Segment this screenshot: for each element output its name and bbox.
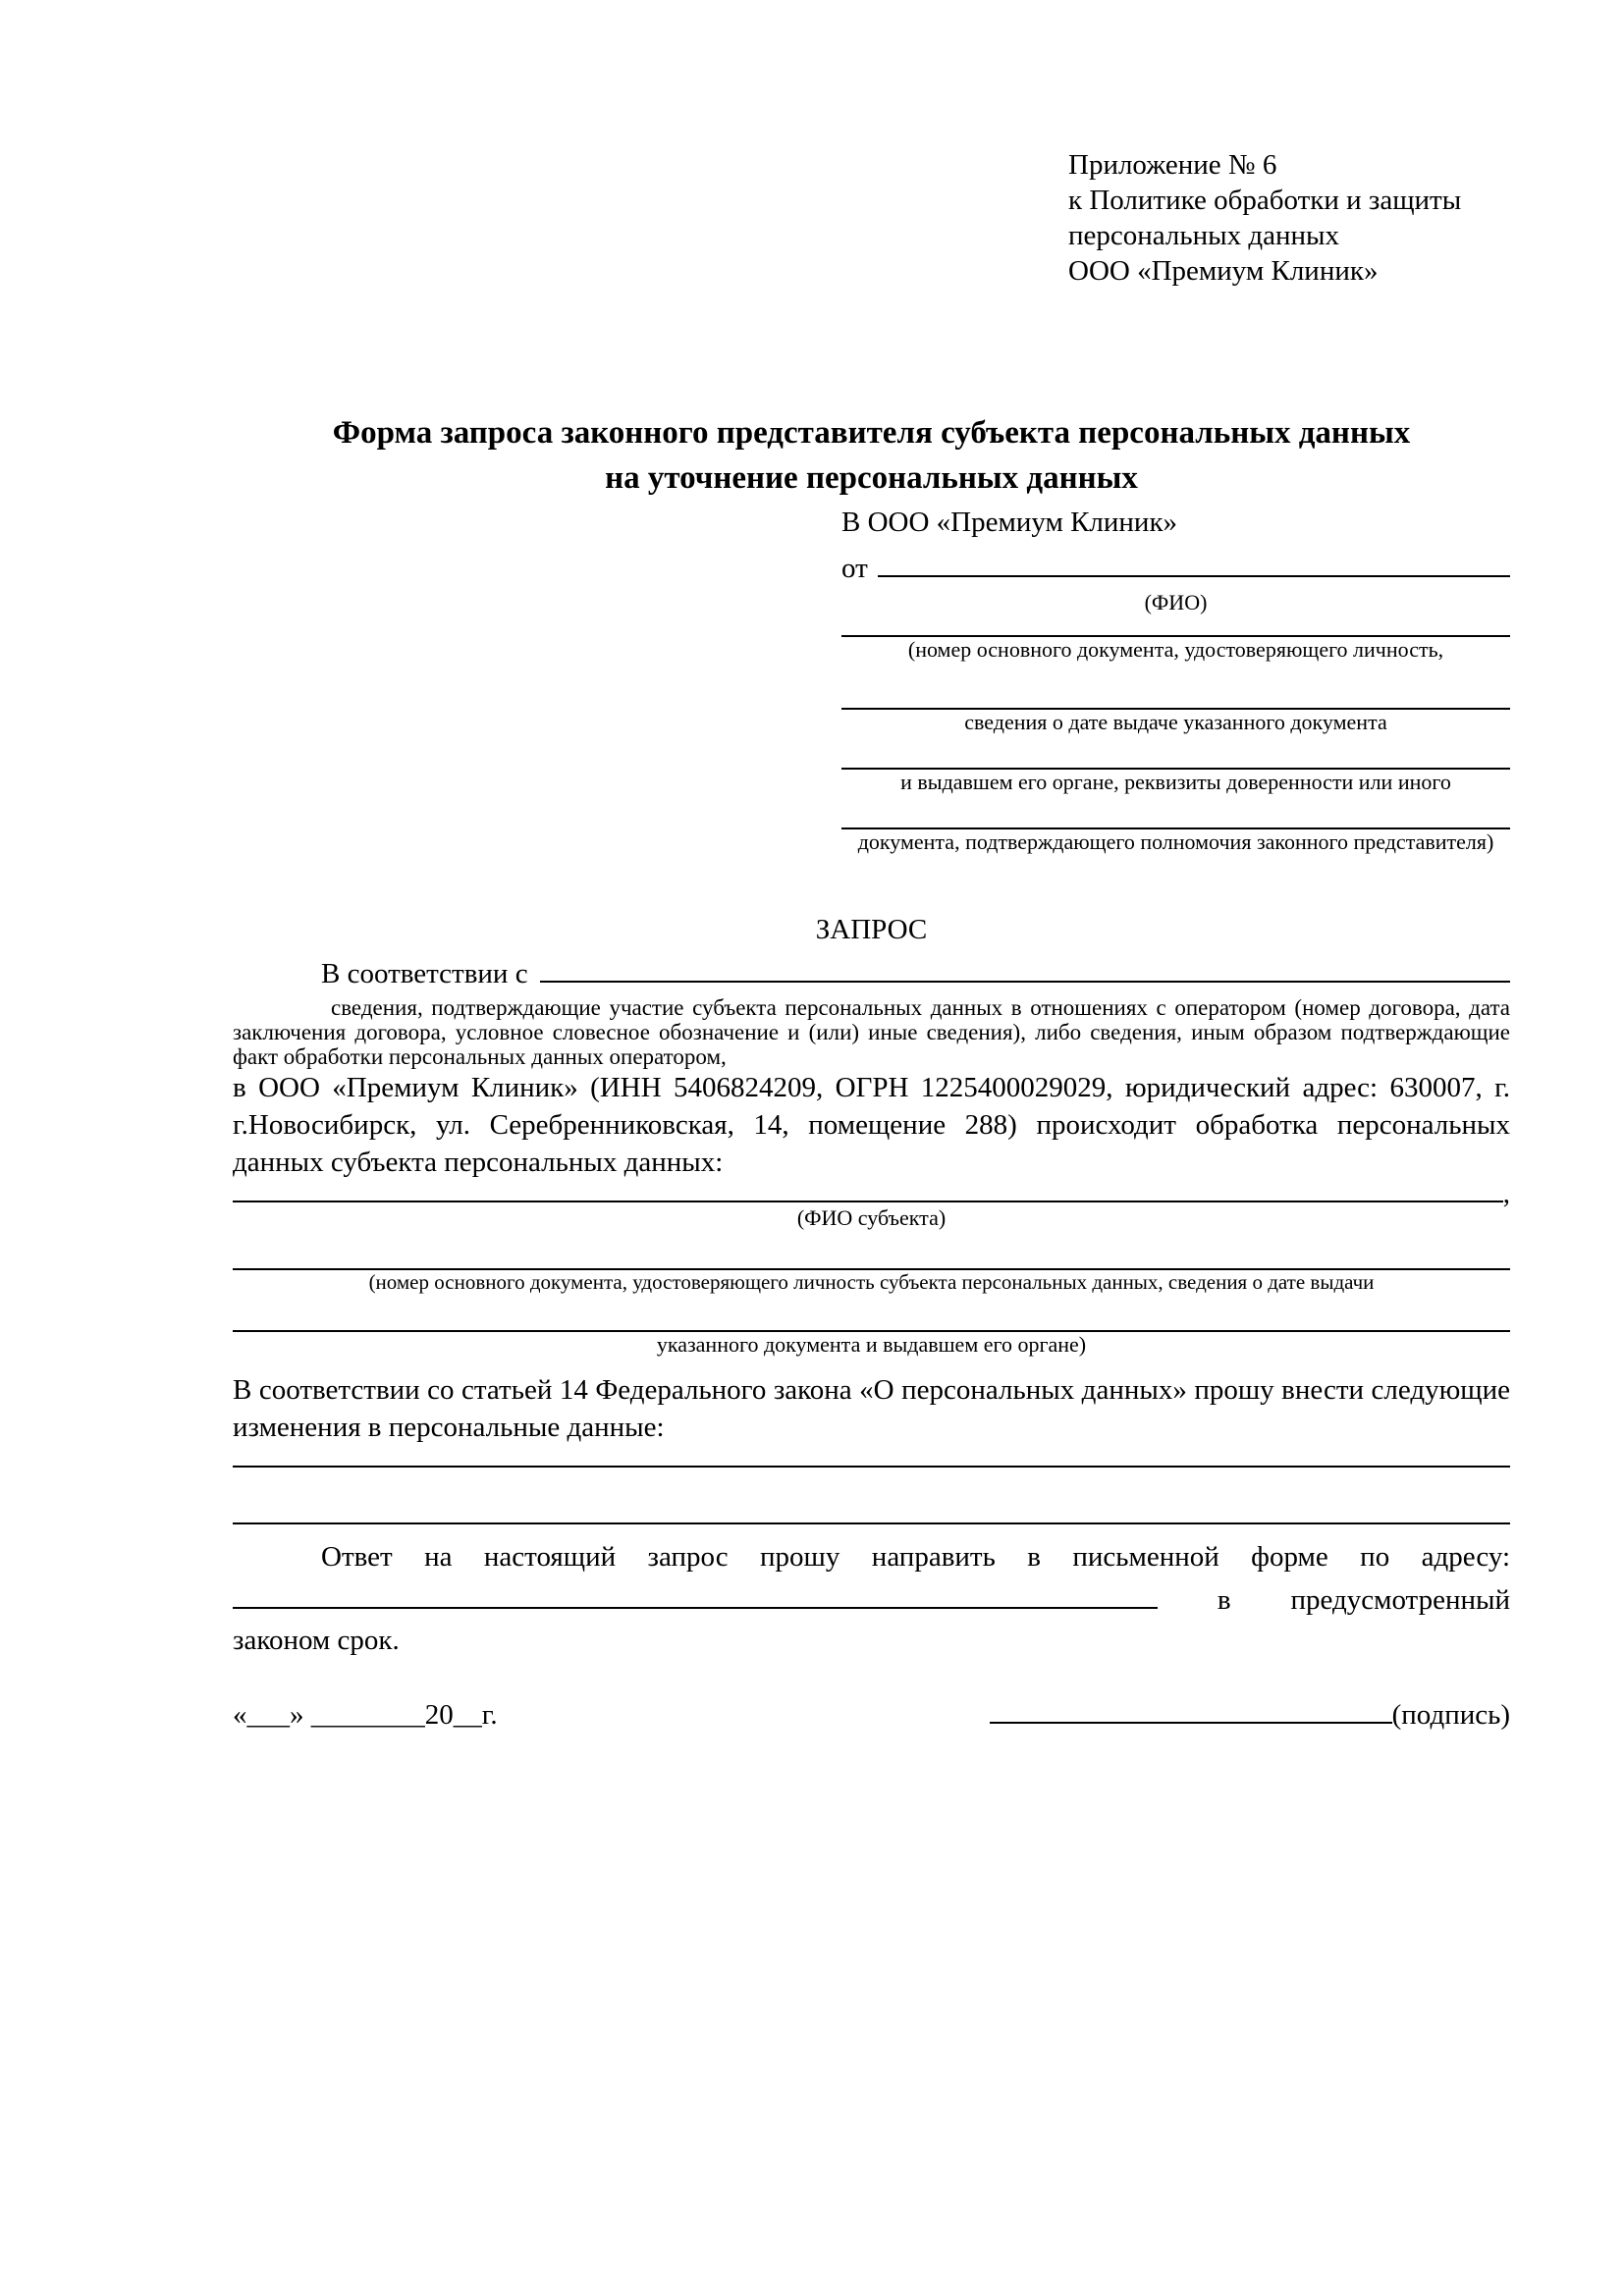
word-in: в (1217, 1584, 1231, 1616)
addressee-block (841, 501, 1510, 855)
addressee-from-row (841, 544, 1510, 590)
subject-doc-caption-2: указанного документа и выдавшем его органе) (656, 1332, 1087, 1357)
subject-doc-blank-line-2 (233, 1295, 1510, 1332)
response-address-row (233, 1575, 1510, 1622)
request-intro-row (233, 949, 1510, 995)
law-paragraph: В соответствии со статьей 14 Федерального закона «О персональных данных» прошу внести следующие изменения в персональные данные: (233, 1374, 1510, 1443)
appendix-line-1: Приложение № 6 (1068, 149, 1277, 181)
representative-doc-blank-line-2 (841, 663, 1510, 710)
fio-caption: (ФИО) (1144, 590, 1208, 614)
signature-area (990, 1694, 1510, 1735)
representative-doc-caption-2: сведения о дате выдаче указанного документа (964, 710, 1387, 734)
appendix-line-4: ООО «Премиум Клиник» (1068, 255, 1379, 287)
appendix-line-3: персональных данных (1068, 220, 1340, 251)
appendix-line-2: к Политике обработки и защиты (1068, 185, 1462, 216)
request-heading: ЗАПРОС (815, 914, 928, 945)
addressee-to: В ООО «Премиум Клиник» (841, 507, 1178, 538)
document-content (233, 147, 1510, 1735)
trailing-comma: , (1502, 1178, 1510, 1209)
intro-note: сведения, подтверждающие участие субъекта персональных данных в отношениях с оператором (номер договора, дата заключения договора, условное словесное обозначение и (или) иные сведения), либо сведения, иным образом подтверждающие факт обработки персональных данных оператором, (233, 995, 1510, 1069)
representative-doc-blank-line-3 (841, 735, 1510, 770)
subject-fio-caption: (ФИО субъекта) (796, 1205, 947, 1230)
document-title (233, 410, 1510, 501)
subject-doc-caption-1: (номер основного документа, удостоверяющего личность субъекта персональных данных, сведения о дате выдачи (368, 1270, 1375, 1294)
subject-fio-row (233, 1178, 1510, 1209)
representative-doc-blank-line-1 (841, 615, 1510, 637)
date-placeholder: «___» ________20__г. (233, 1699, 498, 1731)
word-stipulated: предусмотренный (1290, 1584, 1510, 1616)
title-line-2: на уточнение персональных данных (605, 460, 1138, 496)
operator-paragraph: в ООО «Премиум Клиник» (ИНН 5406824209, ОГРН 1225400029029, юридический адрес: 630007, г. г.Новосибирск, ул. Серебренниковская, 14, помещение 288) происходит обработка персональных данных субъекта персональных данных: (233, 1072, 1510, 1178)
signature-caption: (подпись) (1391, 1699, 1510, 1731)
changes-blank-line-1 (233, 1446, 1510, 1468)
date-signature-row (233, 1694, 1510, 1735)
changes-blank-line-2 (233, 1468, 1510, 1524)
representative-doc-caption-3: и выдавшем его органе, реквизиты доверенности или иного (900, 770, 1451, 794)
signature-blank-line (990, 1694, 1392, 1724)
response-address-blank-line (233, 1575, 1158, 1609)
title-line-1: Форма запроса законного представителя субъекта персональных данных (332, 415, 1411, 451)
representative-doc-caption-4: документа, подтверждающего полномочия законного представителя) (857, 829, 1494, 854)
intro-label: В соответствии с (321, 958, 528, 989)
relation-info-blank-line (540, 949, 1510, 983)
representative-doc-blank-line-4 (841, 795, 1510, 829)
from-label: от (841, 553, 868, 584)
response-paragraph-closing: законом срок. (233, 1625, 400, 1656)
subject-doc-blank-line-1 (233, 1231, 1510, 1270)
representative-doc-caption-1: (номер основного документа, удостоверяющего личность, (907, 637, 1444, 662)
appendix-header (1068, 147, 1510, 289)
representative-fio-blank-line (878, 544, 1510, 577)
subject-fio-blank-line (233, 1181, 1503, 1202)
response-paragraph-line-1: Ответ на настоящий запрос прошу направить в письменной форме по адресу: (321, 1541, 1510, 1573)
